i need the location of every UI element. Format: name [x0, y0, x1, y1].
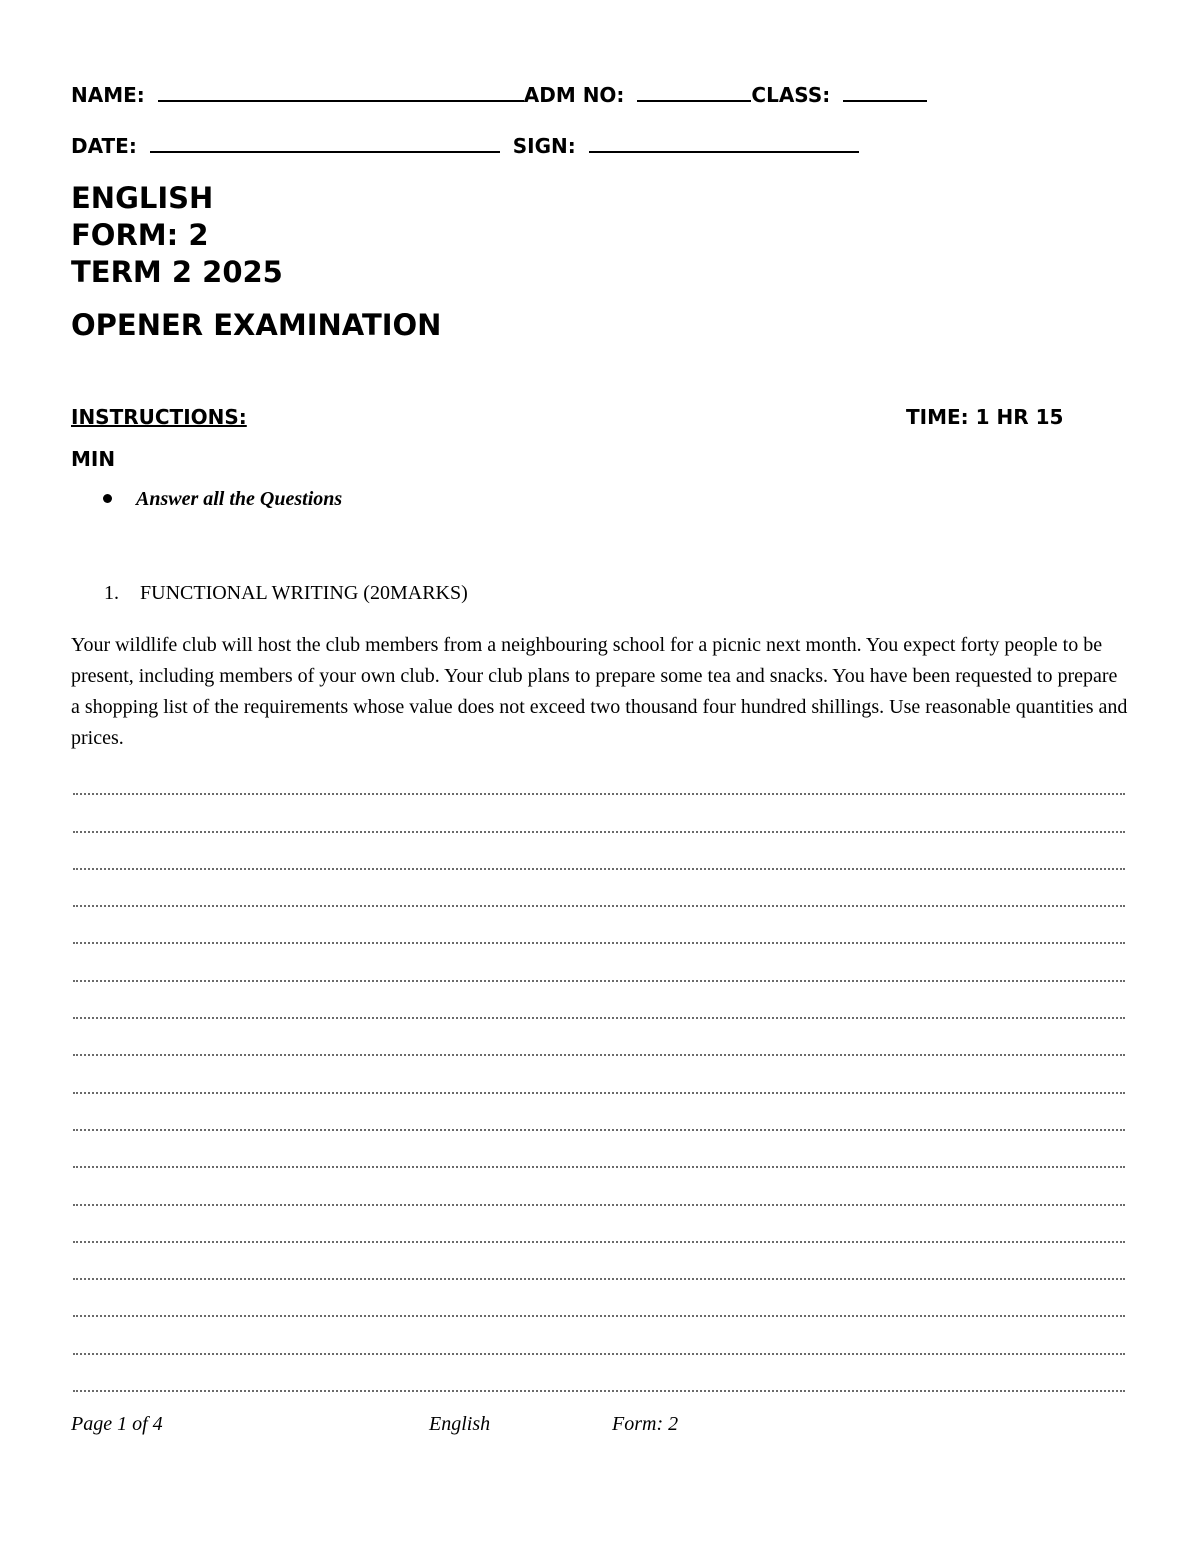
answer-line[interactable] — [73, 1161, 1125, 1198]
sign-label: SIGN: — [512, 134, 576, 158]
answer-line[interactable] — [73, 1273, 1125, 1310]
answer-area[interactable] — [73, 788, 1125, 1422]
answer-line[interactable] — [73, 1049, 1125, 1086]
adm-label: ADM NO: — [523, 83, 625, 107]
answer-line[interactable] — [73, 1198, 1125, 1235]
answer-line[interactable] — [73, 1012, 1125, 1049]
name-label: NAME: — [71, 83, 145, 107]
time-label: TIME: 1 HR 15 — [906, 405, 1064, 429]
term-title: TERM 2 2025 — [71, 255, 283, 289]
section-heading — [104, 582, 468, 605]
answer-line[interactable] — [73, 1236, 1125, 1273]
time-continuation: MIN — [71, 447, 116, 471]
answer-line[interactable] — [73, 974, 1125, 1011]
question-passage: Your wildlife club will host the club members from a neighbouring school for a picnic next month. You expect forty people to be present, including members of your own club. Your club plans to prepare some tea and snacks. You have been requested to prepare a shopping list of the requirements whose value does not exceed two thousand four hundred shillings. Use reasonable quantities and prices. — [71, 634, 1128, 749]
bullet-icon — [103, 494, 112, 503]
date-label: DATE: — [71, 134, 137, 158]
answer-line[interactable] — [73, 1310, 1125, 1347]
header-row-date — [71, 131, 859, 158]
adm-blank[interactable] — [637, 80, 751, 102]
sign-blank[interactable] — [589, 131, 859, 153]
section-number: 1. — [104, 582, 119, 604]
instructions-label: INSTRUCTIONS: — [71, 405, 247, 429]
exam-title: OPENER EXAMINATION — [71, 308, 442, 342]
answer-line[interactable] — [73, 1086, 1125, 1123]
answer-line[interactable] — [73, 1347, 1125, 1384]
date-blank[interactable] — [150, 131, 500, 153]
answer-line[interactable] — [73, 900, 1125, 937]
footer-page: Page 1 of 4 — [71, 1413, 163, 1435]
answer-line[interactable] — [73, 825, 1125, 862]
answer-line[interactable] — [73, 1124, 1125, 1161]
title-block — [71, 180, 283, 291]
answer-line[interactable] — [73, 863, 1125, 900]
instruction-text: Answer all the Questions — [136, 488, 343, 510]
footer-form: Form: 2 — [612, 1413, 679, 1435]
class-label: CLASS: — [751, 83, 831, 107]
instruction-item — [103, 488, 342, 511]
subject-title: ENGLISH — [71, 181, 214, 215]
name-blank[interactable] — [158, 80, 524, 102]
form-title: FORM: 2 — [71, 218, 209, 252]
answer-line[interactable] — [73, 1385, 1125, 1422]
answer-line[interactable] — [73, 788, 1125, 825]
header-row-name — [71, 80, 927, 107]
footer-subject: English — [429, 1413, 491, 1435]
class-blank[interactable] — [843, 80, 927, 102]
section-title: FUNCTIONAL WRITING (20MARKS) — [140, 582, 468, 604]
answer-line[interactable] — [73, 937, 1125, 974]
